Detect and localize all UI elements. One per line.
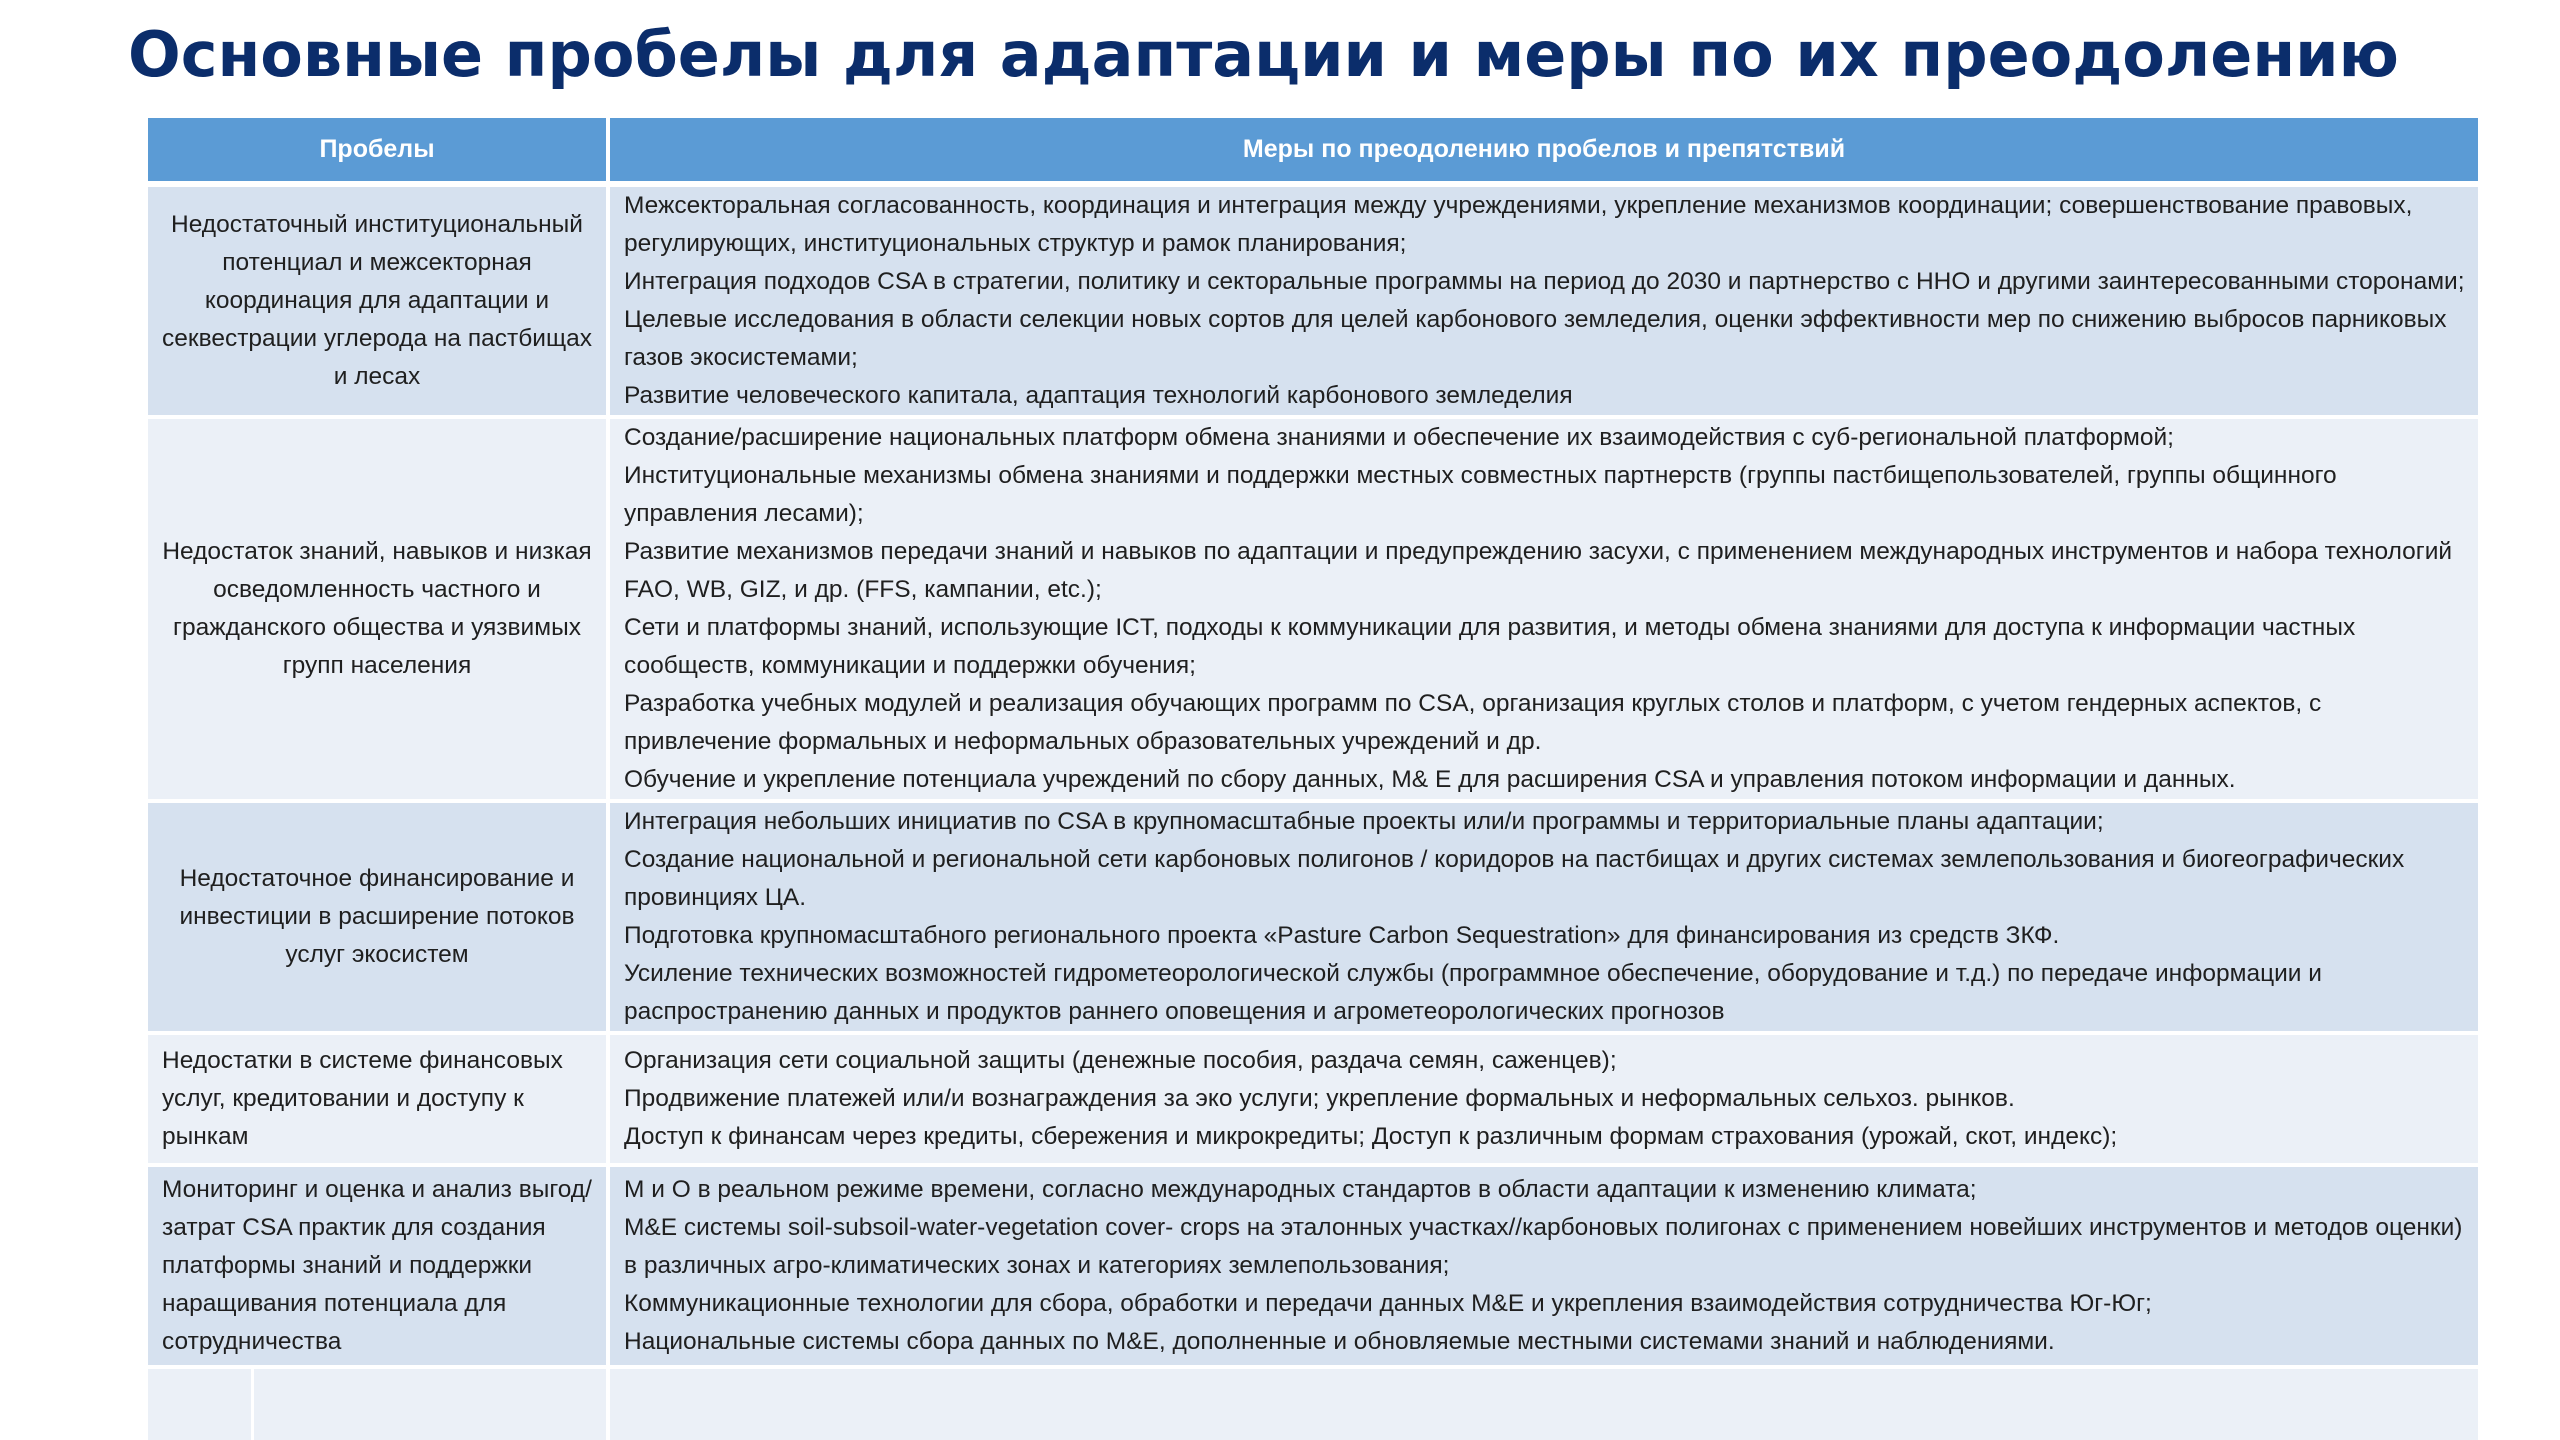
gap-cell: Недостаточный институциональный потенциал и межсекторная координация для адаптации и секвестрации углерода на пастбищах и лесах: [148, 184, 608, 417]
gap-cell: Недостатки в системе финансовых услуг, кредитовании и доступу к рынкам: [148, 1033, 608, 1165]
table-row: [148, 1033, 2478, 1165]
measure-item: Интеграция небольших инициатив по CSA в крупномасштабные проекты или/и программы и территориальные планы адаптации;: [624, 808, 2104, 835]
measure-item: Интеграция подходов CSA в стратегии, политику и секторальные программы на период до 2030 и партнерство с ННО и другими заинтересованными сторонами;: [624, 268, 2465, 295]
measures-cell: [608, 184, 2478, 417]
empty-subcell: [148, 1369, 254, 1440]
measures-cell: [608, 417, 2478, 801]
measure-item: Обучение и укрепление потенциала учреждений по сбору данных, M& E для расширения CSA и управления потоком информации и данных.: [624, 766, 2236, 793]
gap-cell: Недостаточное финансирование и инвестиции в расширение потоков услуг экосистем: [148, 801, 608, 1033]
table-row: [148, 417, 2478, 801]
measure-item: Межсекторальная согласованность, координация и интеграция между учреждениями, укрепление механизмов координации; совершенствование правовых, регулирующих, институциональных структур и рамок планирования;: [624, 192, 2413, 257]
gap-cell: Недостаток знаний, навыков и низкая осведомленность частного и гражданского общества и уязвимых групп населения: [148, 417, 608, 801]
empty-gap-cell: [148, 1367, 608, 1440]
measure-item: Продвижение платежей или/и вознаграждения за эко услуги; укрепление формальных и неформальных сельхоз. рынков.: [624, 1085, 2015, 1112]
empty-split: [148, 1369, 606, 1440]
measure-item: Доступ к финансам через кредиты, сбережения и микрокредиты; Доступ к различным формам страхования (урожай, скот, индекс);: [624, 1123, 2118, 1150]
measure-item: M&E системы soil-subsoil-water-vegetation cover- crops на эталонных участках//карбоновых полигонах с применением новейших инструментов и методов оценки) в различных агро-климатических зонах и категориях землепользования;: [624, 1214, 2463, 1279]
table-row: [148, 1165, 2478, 1367]
header-gaps: Пробелы: [148, 118, 608, 184]
measure-item: Институциональные механизмы обмена знаниями и поддержки местных совместных партнерств (группы пастбищепользователей, группы общинного управления лесами);: [624, 462, 2337, 527]
measure-item: Подготовка крупномасштабного регионального проекта «Pasture Carbon Sequestration» для финансирования из средств ЗКФ.: [624, 922, 2060, 949]
measures-cell: [608, 1033, 2478, 1165]
table-row-empty: [148, 1367, 2478, 1440]
measure-item: Национальные системы сбора данных по M&E, дополненные и обновляемые местными системами знаний и наблюдениями.: [624, 1328, 2055, 1355]
measures-cell: [608, 1165, 2478, 1367]
header-measures: Меры по преодолению пробелов и препятствий: [608, 118, 2478, 184]
table-row: [148, 184, 2478, 417]
measure-item: Целевые исследования в области селекции новых сортов для целей карбонового земледелия, оценки эффективности мер по снижению выбросов парниковых газов экосистемами;: [624, 306, 2447, 371]
measures-cell: [608, 801, 2478, 1033]
measure-item: Создание/расширение национальных платформ обмена знаниями и обеспечение их взаимодействия с суб-региональной платформой;: [624, 424, 2174, 451]
slide-title: Основные пробелы для адаптации и меры по их преодолению: [128, 18, 2399, 91]
measure-item: М и О в реальном режиме времени, согласно международных стандартов в области адаптации к изменению климата;: [624, 1176, 1977, 1203]
measure-item: Создание национальной и региональной сети карбоновых полигонов / коридоров на пастбищах и других системах землепользования и биогеографических провинциях ЦА.: [624, 846, 2405, 911]
gaps-measures-table: [148, 118, 2478, 1440]
measure-item: Разработка учебных модулей и реализация обучающих программ по CSA, организация круглых столов и платформ, с учетом гендерных аспектов, с привлечение формальных и неформальных образовательных учреждений и др.: [624, 690, 2322, 755]
gap-cell: Мониторинг и оценка и анализ выгод/затрат CSA практик для создания платформы знаний и поддержки наращивания потенциала для сотрудничества: [148, 1165, 608, 1367]
measure-item: Развитие механизмов передачи знаний и навыков по адаптации и предупреждению засухи, с применением международных инструментов и набора технологий FAO, WB, GIZ, и др. (FFS, кампании, etc.);: [624, 538, 2453, 603]
measure-item: Коммуникационные технологии для сбора, обработки и передачи данных M&E и укрепления взаимодействия сотрудничества Юг-Юг;: [624, 1290, 2152, 1317]
measure-item: Сети и платформы знаний, использующие ICT, подходы к коммуникации для развития, и методы обмена знаниями для доступа к информации частных сообществ, коммуникации и поддержки обучения;: [624, 614, 2356, 679]
measure-item: Организация сети социальной защиты (денежные пособия, раздача семян, саженцев);: [624, 1047, 1617, 1074]
empty-measures-cell: [608, 1367, 2478, 1440]
table-header-row: [148, 118, 2478, 184]
table-row: [148, 801, 2478, 1033]
measure-item: Развитие человеческого капитала, адаптация технологий карбонового земледелия: [624, 382, 1573, 409]
measure-item: Усиление технических возможностей гидрометеорологической службы (программное обеспечение, оборудование и т.д.) по передаче информации и распространению данных и продуктов раннего оповещения и агрометеорологических прогнозов: [624, 960, 2322, 1025]
